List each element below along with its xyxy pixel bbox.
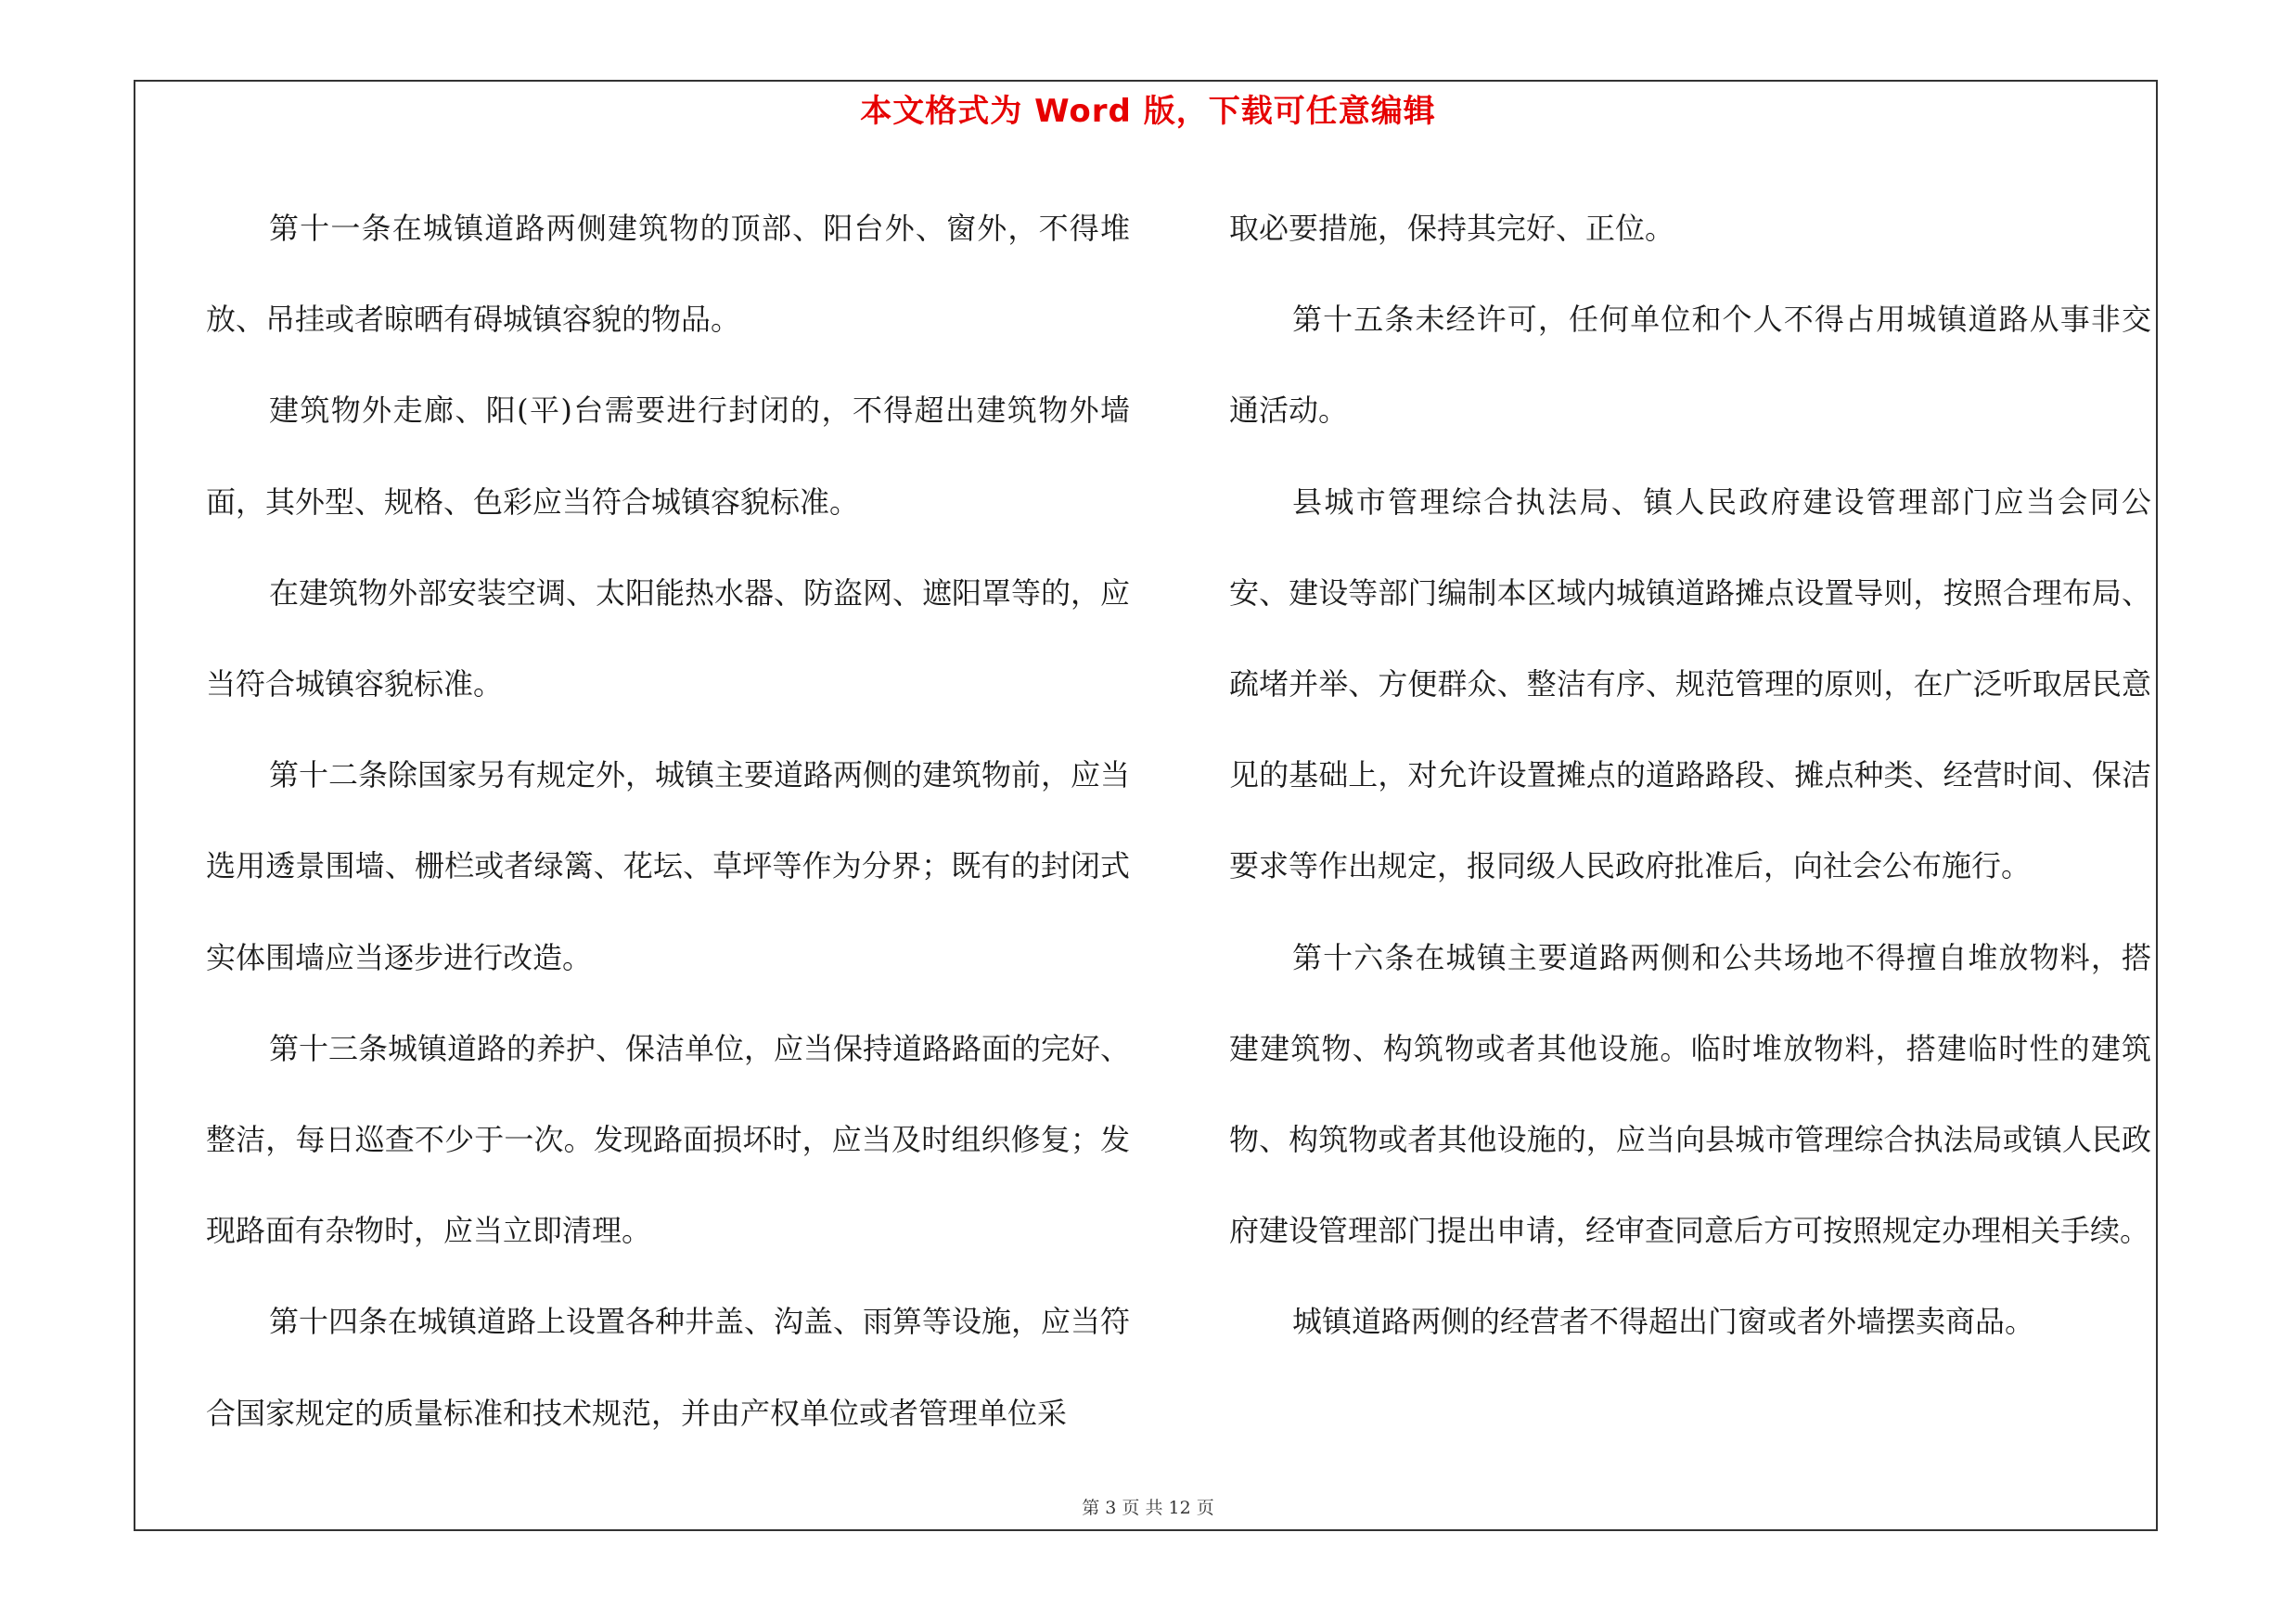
paragraph: 第十一条在城镇道路两侧建筑物的顶部、阳台外、窗外，不得堆放、吊挂或者晾晒有碍城镇容貌的物品。 [206, 211, 1130, 338]
paragraph: 第十六条在城镇主要道路两侧和公共场地不得擅自堆放物料，搭建建筑物、构筑物或者其他设施。临时堆放物料，搭建临时性的建筑物、构筑物或者其他设施的，应当向县城市管理综合执法局或镇人民政府建设管理部门提出申请，经审查同意后方可按照规定办理相关手续。 [1229, 939, 2151, 1249]
right-column [1229, 183, 2151, 1368]
paragraph: 建筑物外走廊、阳(平)台需要进行封闭的，不得超出建筑物外墙面，其外型、规格、色彩应当符合城镇容貌标准。 [206, 393, 1130, 520]
left-column [206, 183, 1130, 1459]
paragraph: 在建筑物外部安装空调、太阳能热水器、防盗网、遮阳罩等的，应当符合城镇容貌标准。 [206, 574, 1131, 702]
paragraph: 第十四条在城镇道路上设置各种井盖、沟盖、雨箅等设施，应当符合国家规定的质量标准和技术规范，并由产权单位或者管理单位采 [206, 1304, 1131, 1431]
format-banner: 本文格式为 Word 版，下载可任意编辑 [860, 93, 1436, 130]
page-number: 第 3 页 共 12 页 [1082, 1498, 1214, 1518]
paragraph: 第十二条除国家另有规定外，城镇主要道路两侧的建筑物前，应当选用透景围墙、栅栏或者绿篱、花坛、草坪等作为分界；既有的封闭式实体围墙应当逐步进行改造。 [206, 757, 1131, 975]
paragraph: 取必要措施，保持其完好、正位。 [1229, 211, 1675, 246]
paragraph: 第十五条未经许可，任何单位和个人不得占用城镇道路从事非交通活动。 [1229, 302, 2151, 429]
paragraph: 第十三条城镇道路的养护、保洁单位，应当保持道路路面的完好、整洁，每日巡查不少于一次。发现路面损坏时，应当及时组织修复；发现路面有杂物时，应当立即清理。 [206, 1030, 1131, 1249]
paragraph: 县城市管理综合执法局、镇人民政府建设管理部门应当会同公安、建设等部门编制本区域内城镇道路摊点设置导则，按照合理布局、疏堵并举、方便群众、整洁有序、规范管理的原则，在广泛听取居民意见的基础上，对允许设置摊点的道路路段、摊点种类、经营时间、保洁要求等作出规定，报同级人民政府批准后，向社会公布施行。 [1229, 483, 2151, 884]
paragraph: 城镇道路两侧的经营者不得超出门窗或者外墙摆卖商品。 [1292, 1304, 2035, 1340]
